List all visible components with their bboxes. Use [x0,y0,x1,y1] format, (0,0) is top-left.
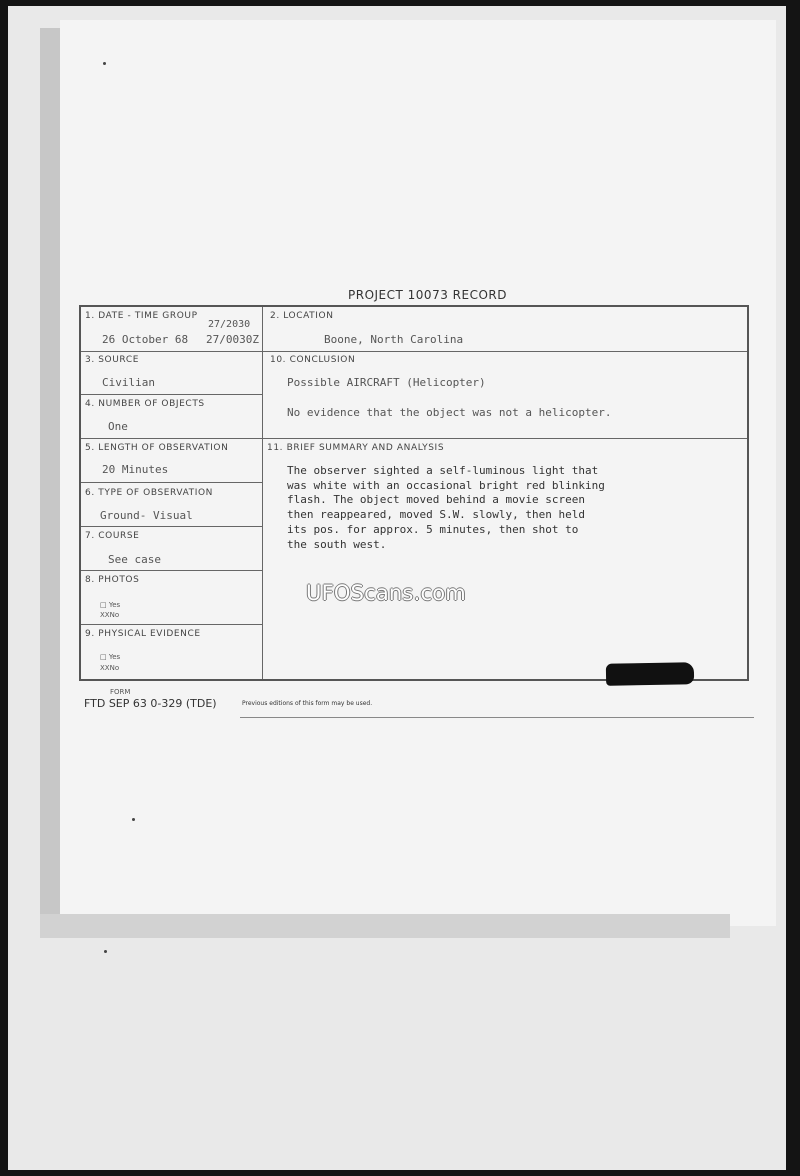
checkbox-icon: □ [100,653,107,661]
evidence-no-option [100,664,119,672]
evidence-yes-option [100,653,120,661]
location-value: Boone, North Carolina [324,333,464,346]
summary-line: flash. The object moved behind a movie screen [287,493,586,507]
conclusion-label: 10. CONCLUSION [270,355,356,365]
photos-yes-label: Yes [108,601,121,609]
course-label: 7. COURSE [85,531,140,541]
photos-no-label: No [109,611,120,619]
date-time-label: 1. DATE - TIME GROUP [85,311,198,321]
footer-rule [240,717,754,718]
footer-form-label: FORM [110,688,131,696]
speck [104,950,107,953]
conclusion-line2: No evidence that the object was not a helicopter. [287,406,612,419]
watermark: UFOScans.com [306,581,466,605]
page-title: PROJECT 10073 RECORD [348,288,507,302]
row-divider [81,526,262,527]
row-divider [81,438,747,439]
row-divider [81,351,747,352]
source-value: Civilian [102,376,155,389]
card-shadow-bottom [40,914,730,938]
checkbox-icon: □ [100,601,107,609]
course-value: See case [108,553,161,566]
type-label: 6. TYPE OF OBSERVATION [85,488,214,498]
footer-note: Previous editions of this form may be used. [242,700,373,707]
redaction-mark [606,662,694,686]
physical-evidence-label: 9. PHYSICAL EVIDENCE [85,629,201,639]
summary-line: then reappeared, moved S.W. slowly, then held [287,508,586,522]
row-divider [81,394,262,395]
column-divider [262,307,263,679]
row-divider [81,570,262,571]
summary-line: its pos. for approx. 5 minutes, then shot to [287,522,579,536]
summary-text [287,464,605,552]
card-shadow [40,28,60,914]
photos-no-mark: XX [100,611,110,619]
conclusion-line1: Possible AIRCRAFT (Helicopter) [287,376,486,389]
evidence-no-label: No [109,664,120,672]
length-label: 5. LENGTH OF OBSERVATION [85,443,229,453]
objects-value: One [108,420,128,433]
speck [103,62,106,65]
summary-label: 11. BRIEF SUMMARY AND ANALYSIS [267,443,445,453]
form-id: FTD SEP 63 0-329 (TDE) [84,697,217,710]
time-z-value: 27/0030Z [206,333,259,346]
summary-line: was white with an occasional bright red blinking [287,478,605,492]
photos-yes-option [100,601,120,609]
row-divider [81,624,262,625]
type-value: Ground- Visual [100,509,193,522]
evidence-yes-label: Yes [108,653,121,661]
evidence-no-mark: XX [100,664,110,672]
location-label: 2. LOCATION [270,311,334,321]
record-form [79,305,749,681]
objects-label: 4. NUMBER OF OBJECTS [85,399,205,409]
photos-no-option [100,611,119,619]
summary-line: the south west. [287,537,387,551]
date-value: 26 October 68 [102,333,189,346]
summary-line: The observer sighted a self-luminous light that [287,464,599,477]
source-label: 3. SOURCE [85,355,140,365]
photos-label: 8. PHOTOS [85,575,140,585]
length-value: 20 Minutes [102,463,169,476]
speck [132,818,135,821]
date-time-local: 27/2030 [208,319,251,330]
row-divider [81,482,262,483]
